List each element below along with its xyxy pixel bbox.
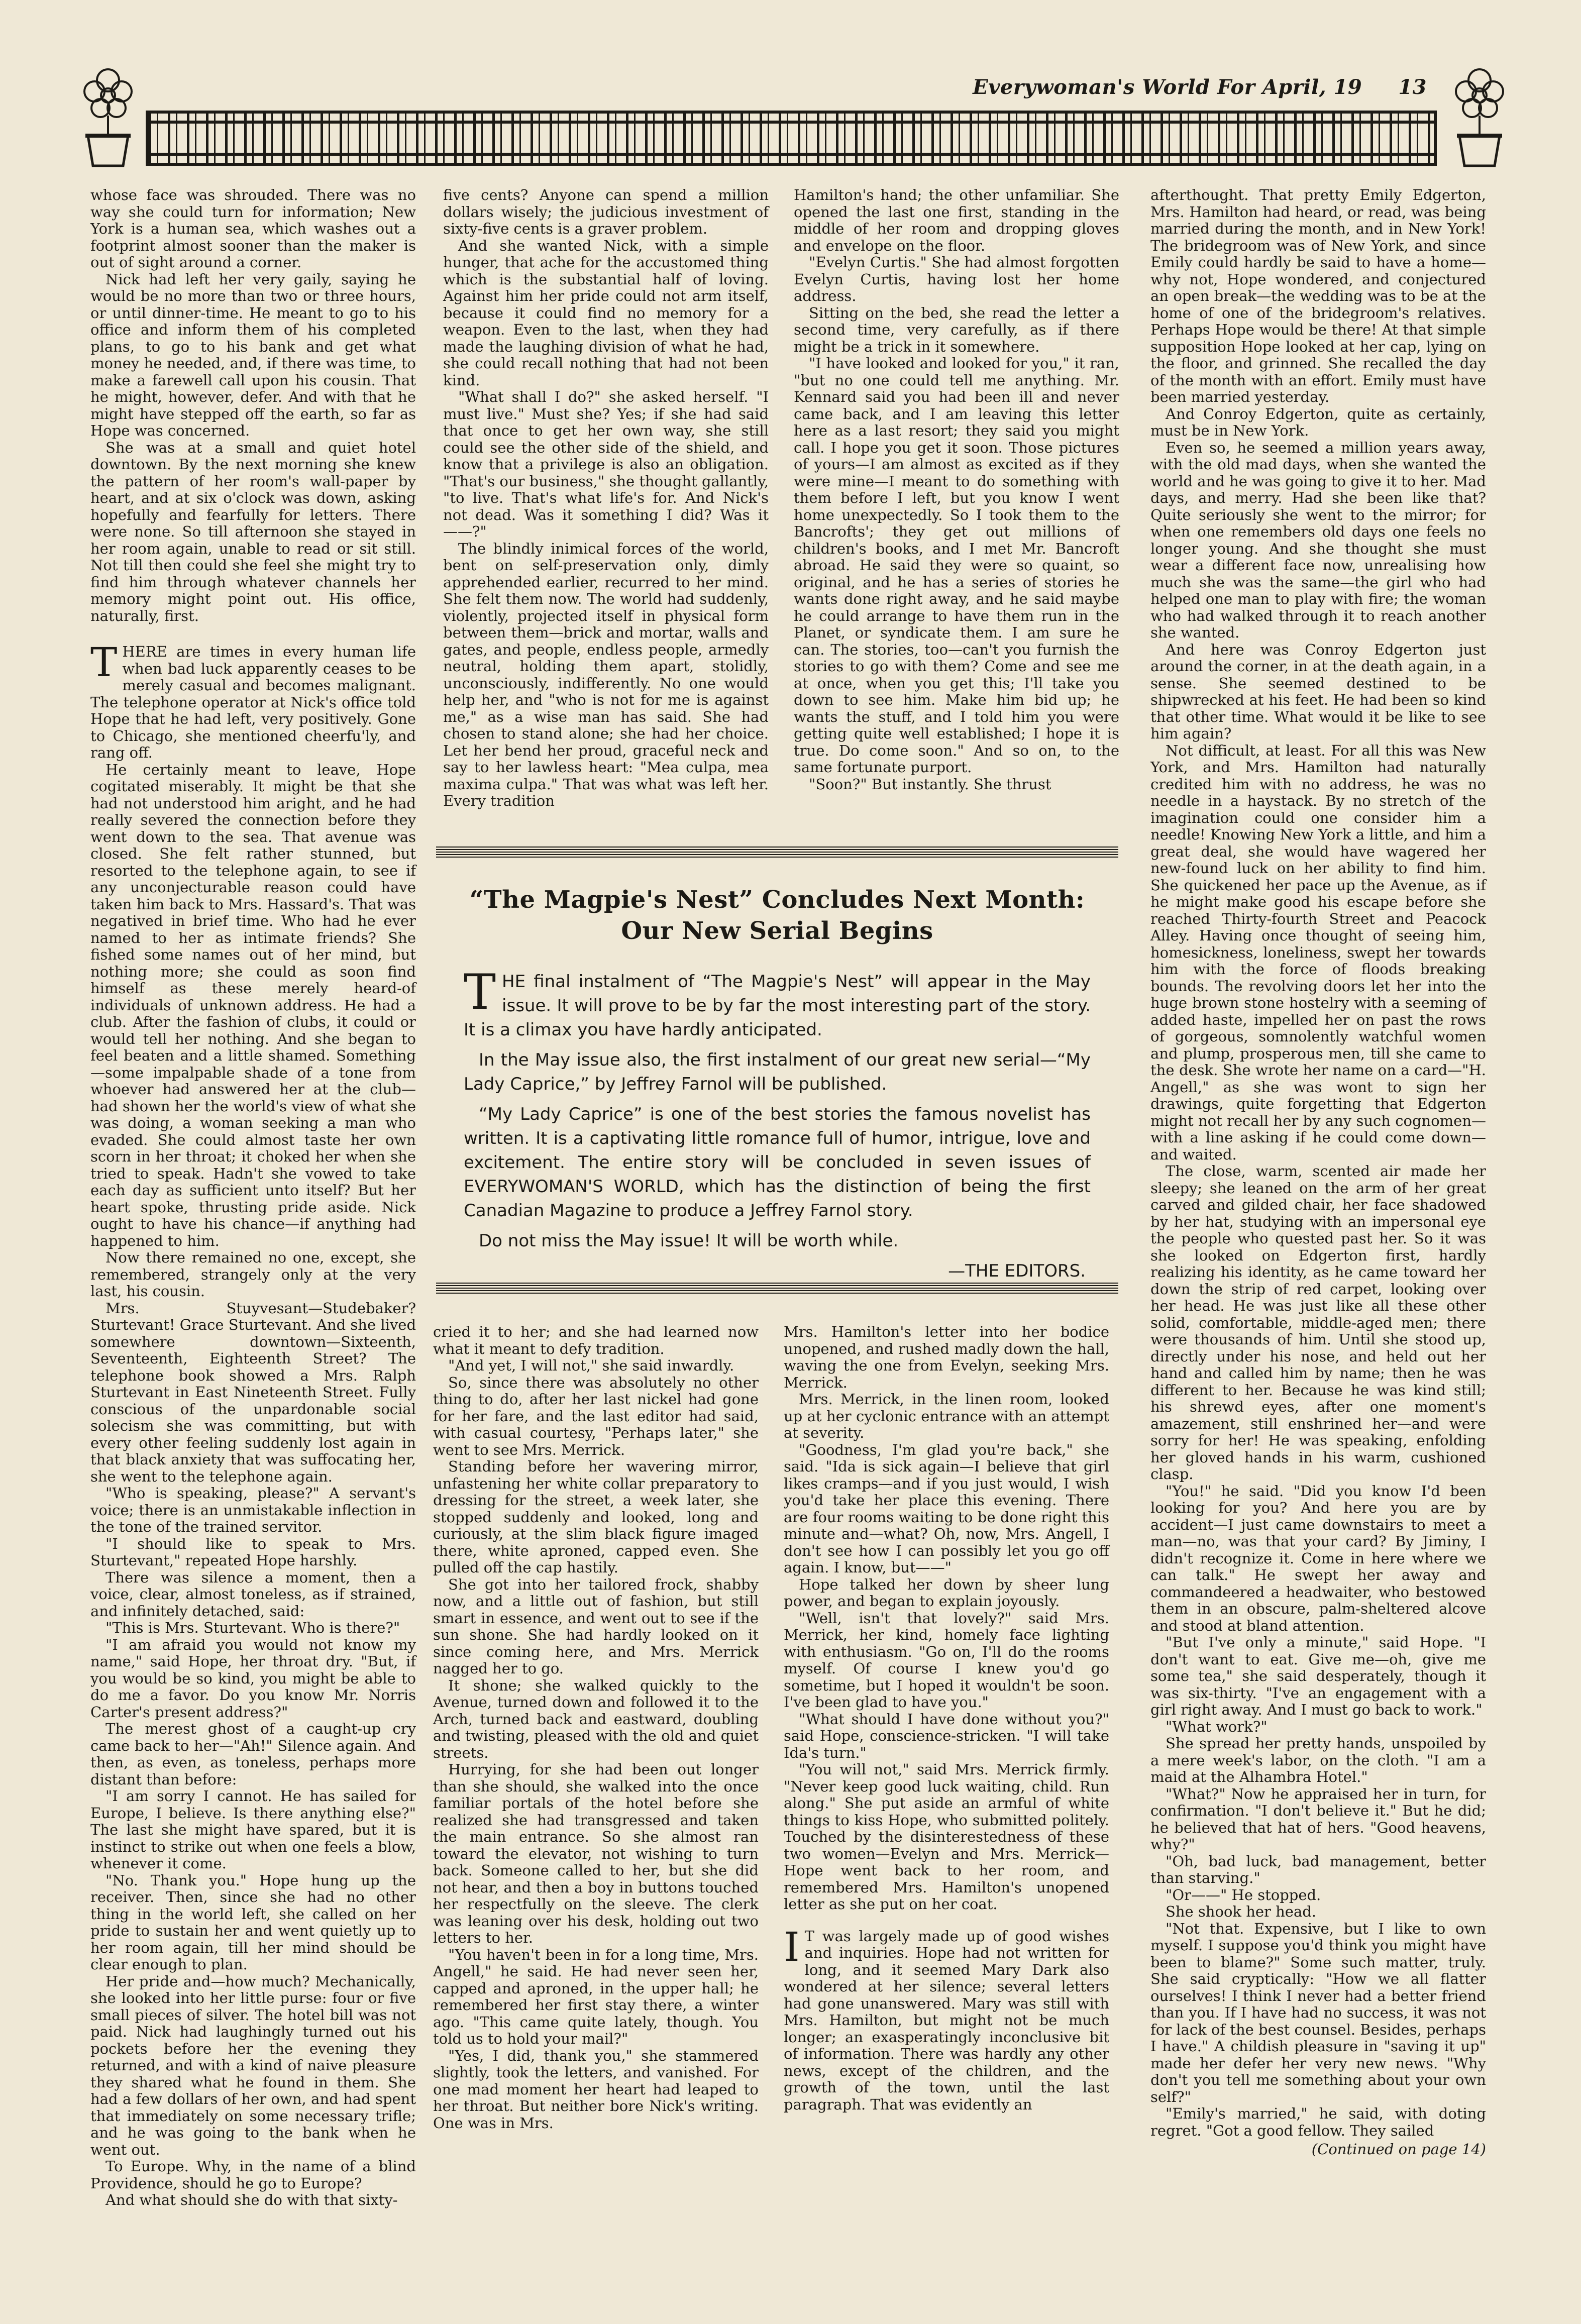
paragraph: She got into her tailored frock, shabby now, and a little out of fashion, but still smart in essence, and went out to see if the sun shone. She had hardly looked on it since coming here, and Mrs. Merrick nagged her to go. (433, 1575, 759, 1677)
paragraph: She shook her head. (1166, 1903, 1317, 1920)
potted-plant-icon (1447, 60, 1512, 171)
paragraph: Sitting on the bed, she read the letter a second time, very carefully, as if there might be a trick in it somewhere. (794, 304, 1119, 355)
paragraph: The close, warm, scented air made her sleepy; she leaned on the arm of her great carved and gilded chair, her face shadowed by her hat, studying with an impersonal eye the people who quested past her. So it was she looked on Edgerton first, hardly realizing his identity, as he came toward her down the strip of red carpet, looking over her head. He was just like all these other solid, comfortable, middle-aged men; there were thousands of him. Until she stood up, directly under his nose, and held out her hand and called him by name; then he was different to her. Because he was kind still; his shrewd eyes, after one moment's amazement, still enshrined her—and were sorry for her! He was speaking, enfolding her gloved hands in his warm, cushioned clasp. (1150, 1163, 1486, 1483)
paragraph: Mrs. Merrick, in the linen room, looked up at her cyclonic entrance with an attempt at severity. (784, 1391, 1109, 1441)
editors-notice-box (436, 836, 1118, 1304)
paragraph: "What shall I do?" she asked herself. "I must live." Must she? Yes; if she had said that once to get her own way, she still could see the other side of the shield, and know that a privilege is also an obligation. "That's our business," she thought gallantly, "to live. That's what life's for. And Nick's not dead. Was it something I did? Was it——?" (443, 388, 769, 540)
rule-divider (436, 847, 1118, 858)
paragraph: Standing before her wavering mirror, unfastening her white collar preparatory to dressing for the street, a week later, she stopped suddenly and looked, long and curiously, at the slim black figure imaged there, white aproned, capped even. She pulled off the cap hastily. (433, 1458, 759, 1576)
continued-note: (Continued on page 14) (1311, 2141, 1486, 2158)
paragraph: Nick had left her very gaily, saying he would be no more than two or three hours, or until dinner-time. He meant to go to his office and inform them of his completed plans, to go to his bank and get what money he needed, and, if there was time, to make a farewell call upon his cousin. That he might, however, defer. And with that he might have stepped off the earth, so far as Hope was concerned. (90, 270, 416, 439)
paragraph: "I should like to speak to Mrs. Sturtevant," repeated Hope harshly. (90, 1535, 416, 1569)
paragraph: "What work?" (1166, 1718, 1268, 1735)
notice-paragraph (464, 964, 1091, 1042)
paragraph: "Yes, I did, thank you," she stammered slightly, took the letters, and vanished. For one mad moment her heart had leaped to her throat. But neither bore Nick's writing. One was in Mrs. (433, 2047, 759, 2132)
running-head (973, 75, 1427, 99)
column-1 (90, 187, 416, 2209)
notice-body (464, 964, 1091, 1289)
paragraph: "What?" Now he appraised her in turn, for confirmation. "I don't believe it." But he did; he believed that hat of hers. "Good heavens, why?" (1150, 1785, 1486, 1853)
paragraph: Not difficult, at least. For all this was New York, and Mrs. Hamilton had naturally credited him with no address, he was no needle in a haystack. By no stretch of the imagination could one consider him a needle! Knowing New York a little, and him a great deal, she would have wagered her new-found luck on her ability to find him. She quickened her pace up the Avenue, as if he might make good his escape before she reached Thirty-fourth Street and Peacock Alley. Having once thought of seeing him, homesickness, loneliness, swept her towards him with the force of floods breaking bounds. The revolving doors let her into the huge brown stone hostelry with a seeming of added haste, impelled her on past the rows of gorgeous, somnolently watchful women and plump, prosperous men, till she came to the desk. She wrote her name on a card—"H. Angell," as she was wont to sign her drawings, quite forgetting that Edgerton might not recall her by any such cognomen—with a line asking if he could come down—and waited. (1150, 742, 1486, 1163)
paragraph: "I am afraid you would not know my name," said Hope, her throat dry. "But, if you would be so kind, you might be able to do me a favor. Do you know Mr. Norris Carter's present address?" (90, 1636, 416, 1721)
paragraph: Mrs. Hamilton's letter into her bodice unopened, and rushed madly down the hall, waving the one from Evelyn, seeking Mrs. Merrick. (784, 1323, 1109, 1391)
paragraph: Even so, he seemed a million years away, with the old mad days, when she wanted the world and he was going to give it to her. Mad days, and merry. Had she been like that? Quite seriously she went to the mirror; for when one remembers old days one feels no longer young. And she thought she must wear a different face now, unrealising how much she was the same—the girl who had helped one man to play with fire; the woman who had walked through it to reach another she wanted. (1150, 439, 1486, 641)
page-header (75, 55, 1512, 171)
column-4 (1150, 187, 1486, 2158)
paragraph: She was at a small and quiet hotel downtown. By the next morning she knew the pattern of her room's wall-paper by heart, and at six o'clock was down, asking hopefully and fearfully for letters. There were none. So till afternoon she stayed in her room again, unable to read or sit still. Not till then could she feel she might try to find him through whatever channels her memory might point out. His office, naturally, first. (90, 439, 416, 624)
decorative-border-band (146, 111, 1437, 166)
paragraph: He certainly meant to leave, Hope cogitated miserably. It might be that she had not understood him aright, and he had really severed the connection before they went down to the sea. That avenue was closed. She felt rather stunned, but resorted to the telephone again, to see if any unconjecturable reason could have taken him back to Mrs. Hassard's. That was negatived in brief time. Who had he ever named to her as intimate friends? She fished some names out of her mind, but nothing more; she could as soon find himself as these merely heard-of individuals of unknown address. He had a club. After the fashion of clubs, it could or would tell her nothing. And she began to feel beaten and a little shamed. Something—some impalpable shade of a tone from whoever had answered her at the club—had shown her the world's view of what she was doing, a woman seeking a man who evaded. She could almost taste her own scorn in her throat; it choked her when she tried to speak. Hadn't she vowed to take each day as sufficient unto itself? But her heart spoke, thrusting pride aside. Nick ought to have his chance—if anything had happened to him. (90, 761, 416, 1249)
paragraph: Hope talked her down by sheer lung power, and began to explain joyously. (784, 1575, 1109, 1610)
paragraph: She spread her pretty hands, unspoiled by a mere week's labor, on the cloth. "I am a maid at the Alhambra Hotel." (1150, 1735, 1486, 1785)
column-3-top (794, 187, 1119, 793)
column-3-bottom (784, 1324, 1109, 2113)
notice-paragraph: In the May issue also, the first instalment of our great new serial—“My Lady Caprice,” by Jeffrey Farnol will be published. (464, 1050, 1091, 1094)
paragraph: "Soon?" But instantly. She thrust (809, 775, 1051, 793)
drop-cap: T (464, 964, 496, 1020)
drop-cap: T (90, 639, 118, 686)
paragraph: "Well, isn't that lovely?" said Mrs. Merrick, her kind, homely face lighting with enthusiasm. "Go on, I'll do the rooms myself. Of course I knew you'd go sometime, but I hoped it wouldn't be soon. I've been glad to have you." (784, 1609, 1109, 1711)
paragraph: "No. Thank you." Hope hung up the receiver. Then, since she had no other thing in the world left, she called on her pride to sustain her and went quietly up to her room again, till her mind should be clear enough to plan. (90, 1871, 416, 1973)
paragraph: "Goodness, I'm glad you're back," she said. "Ida is sick again—I believe that girl likes cramps—and if you just would, I wish you'd take her place this evening. There are four rooms waiting to be done right this minute and—what? Oh, now, Mrs. Angell, I don't see how I can possibly let you go off again. I know, but——" (784, 1441, 1109, 1576)
paragraph: "But I've only a minute," said Hope. "I don't want to eat. Give me—oh, give me some tea," she said desperately, though it was six-thirty. "I've an engagement with a girl right away. And I must go back to work." (1150, 1634, 1486, 1718)
drop-cap: I (784, 1923, 800, 1970)
paragraph: "Who is speaking, please?" A servant's voice; there is an unmistakable inflection in the tone of the trained servitor. (90, 1485, 416, 1535)
paragraph: whose face was shrouded. There was no way she could turn for information; New York is a human sea, which washes out a footprint almost sooner than the maker is out of sight around a corner. (90, 186, 416, 271)
paragraph: "You!" he said. "Did you know I'd been looking for you? And here you are by accident—I just came downstairs to meet a man—no, was that your card? By Jiminy, I didn't recognize it. Come in here where we can talk." He swept her away and commandeered a headwaiter, who bestowed them in an obscure, palm-sheltered alcove and stood at bland attention. (1150, 1482, 1486, 1634)
paragraph: And she wanted Nick, with a simple hunger, that ache for the accustomed thing which is the substantial half of loving. Against him her pride could not arm itself, because it could find no memory for a weapon. Even to the last, when they had made the laughing division of what he had, she could recall nothing that had not been kind. (443, 237, 769, 389)
paragraph: Mrs. Stuyvesant—Studebaker? Sturtevant! Grace Sturtevant. And she lived somewhere downtown—Sixteenth, Seventeenth, Eighteenth Street? The telephone book showed a Mrs. Ralph Sturtevant in East Nineteenth Street. Fully conscious of the unpardonable social solecism she was committing, but with every other feeling suddenly lost again in that black anxiety that was suffocating her, she went to the telephone again. (90, 1299, 416, 1485)
paragraph: "You will not," said Mrs. Merrick firmly. "Never keep good luck waiting, child. Run along." She put aside an armful of white things to kiss Hope, who submitted politely. Touched by the disinterestedness of these two women—Evelyn and Mrs. Merrick—Hope went back to her room, and remembered Mrs. Hamilton's unopened letter as she put on her coat. (784, 1761, 1109, 1913)
paragraph: "You haven't been in for a long time, Mrs. Angell," he said. He had never seen her, capped and aproned, in the upper hall; he remembered her first stay there, a winter ago. "This came quite lately, though. You told us to hold your mail?" (433, 1946, 759, 2047)
paragraph: "I have looked and looked for you," it ran, "but no one could tell me anything. Mr. Kennard said you had been ill and never came back, and I am leaving this letter here as a last resort; they said you might call. I hope you get it soon. Those pictures of yours—I am almost as excited as if they were mine—I meant to do something with them before I left, but you know I went home unexpectedly. So I took them to the Bancrofts'; they get out millions of children's books, and I met Mr. Bancroft abroad. He said they were so quaint, so original, and he has a series of stories he wants done right away, and he said maybe he could arrange to have them run in the Planet, or syndicate them. I am sure he can. The stories, too—can't you furnish the stories to go with them? Come and see me at once, when you get this; I'll take you down to see him. Make him bid up; he wants the stuff, and I told him you were getting quite well established; I hope it is true. Do come soon." And so on, to the same fortunate purport. (794, 355, 1119, 776)
notice-title-line: Our New Serial Begins (621, 917, 933, 945)
paragraph: "What should I have done without you?" said Hope, conscience-stricken. "I will take Ida's turn." (784, 1710, 1109, 1761)
paragraph: The merest ghost of a caught-up cry came back to her—"Ah!" Silence again. And then, as even, as toneless, perhaps more distant than before: (90, 1720, 416, 1788)
paragraph: So, since there was absolutely no other thing to do, after her last nickel had gone for her fare, and the last editor had said, with casual courtesy, "Perhaps later," she went to see Mrs. Merrick. (433, 1374, 759, 1458)
page-number: 13 (1398, 75, 1427, 99)
paragraph: Hamilton's hand; the other unfamiliar. She opened the last one first, standing in the middle of her room and dropping gloves and envelope on the floor. (794, 186, 1119, 254)
paragraph: Her pride and—how much? Mechanically, she looked into her little purse: four or five small pieces of silver. The hotel bill was not paid. Nick had laughingly turned out his pockets before her the evening they returned, and with a kind of naive pleasure they shared what he found in them. She had a few dollars of her own, and had spent that immediately on some necessary trifle; and he was going to the bank when he went out. (90, 1972, 416, 2158)
paragraph-text: T was largely made up of good wishes and inquiries. Hope had not written for long, and it seemed Mary Dark also wondered at her silence; several letters had gone unanswered. Mary was still with Mrs. Hamilton, but might not be much longer; an exasperatingly inconclusive bit of information. There was hardly any other news, except of the children, and the growth of the town, until the last paragraph. That was evidently an (784, 1927, 1109, 2113)
paragraph: The blindly inimical forces of the world, bent on self-preservation only, dimly apprehended earlier, recurred to her mind. She felt them now. The world had suddenly, violently, projected itself in physical form between them—brick and mortar, walls and gates, and people, endless people, armedly neutral, holding them apart, stolidly, unconsciously, indifferently. No one would help her, and "who is not for me is against me," as a wise man has said. She had chosen to stand alone; she had her choice. Let her bend her proud, graceful neck and say to her lawless heart: "Mea culpa, mea maxima culpa." That was what was left her. Every tradition (443, 540, 769, 809)
paragraph: "Oh, bad luck, bad management, better than starving." (1150, 1852, 1486, 1886)
paragraph: Now there remained no one, except, she remembered, strangely only at the very last, his cousin. (90, 1249, 416, 1300)
paragraph: And here was Conroy Edgerton just around the corner, in at the death again, in a sense. She seemed destined to be shipwrecked at his feet. He had been so kind that other time. What would it be like to see him again? (1150, 641, 1486, 742)
paragraph: Hurrying, for she had been out longer than she should, she walked into the once familiar portals of the hotel before she realized she had transgressed and taken the main entrance. So she almost ran toward the elevator, not wishing to turn back. Someone called to her, but she did not hear, and then a boy in buttons touched her respectfully on the sleeve. The clerk was leaning over his desk, holding out two letters to her. (433, 1761, 759, 1946)
notice-signature: —THE EDITORS. (948, 1261, 1086, 1281)
rule-divider (436, 1283, 1118, 1294)
paragraph: "I am sorry I cannot. He has sailed for Europe, I believe. Is there anything else?" The last she might have spared, but it is instinct to strike out when one feels a blow, whenever it come. (90, 1787, 416, 1872)
paragraph: And what should she do with that sixty- (106, 2191, 398, 2208)
paragraph: "Or——" He stopped. (1166, 1886, 1321, 1904)
column-2-top (443, 187, 769, 810)
paragraph: "This is Mrs. Sturtevant. Who is there?" (106, 1619, 400, 1636)
notice-paragraph: Do not miss the May issue! It will be worth while. (479, 1231, 899, 1251)
paragraph: five cents? Anyone can spend a million dollars wisely; the judicious investment of sixty-five cents is a graver problem. (443, 186, 769, 237)
notice-title-line: “The Magpie's Nest” Concludes Next Month: (469, 886, 1085, 914)
column-2-bottom (433, 1324, 759, 2132)
paragraph: cried it to her; and she had learned now what it meant to defy tradition. (433, 1323, 759, 1357)
paragraph: There was silence a moment, then a voice, clear, almost toneless, as if strained, and infinitely detached, said: (90, 1568, 416, 1620)
notice-title (436, 884, 1118, 946)
paragraph: It shone; she walked quickly to the Avenue, turned down and followed it to the Arch, turned back and eastward, doubling and twisting, pleased with the old and quiet streets. (433, 1676, 759, 1761)
paragraph: "Emily's married," he said, with doting regret. "Got a good fellow. They sailed (1150, 2105, 1486, 2139)
paragraph (90, 639, 416, 762)
paragraph (784, 1923, 1109, 2114)
paragraph: "Evelyn Curtis." She had almost forgotten Evelyn Curtis, having lost her home address. (794, 254, 1119, 304)
paragraph: afterthought. That pretty Emily Edgerton, Mrs. Hamilton had heard, or read, was being married during the month, and in New York! The bridegroom was of New York, and since Emily could hardly be said to have a home—why not, Hope wondered, and conjectured an open break—the wedding was to be at the home of one of the bridegroom's relatives. Perhaps Hope would be there! At that simple supposition Hope looked at her cap, lying on the floor, and grinned. She recalled the day of the month with an effort. Emily must have been married yesterday. (1150, 186, 1486, 405)
paragraph-text: HERE are times in every human life when bad luck apparently ceases to be merely casual and becomes malignant. The telephone operator at Nick's office told Hope that he had left, very positively. Gone to Chicago, she mentioned cheerfu'ly, and rang off. (90, 643, 416, 761)
notice-paragraph-text: HE final instalment of “The Magpie's Nest” will appear in the May issue. It will prove to be by far the most interesting part of the story. It is a climax you have hardly anticipated. (464, 972, 1091, 1040)
paragraph: To Europe. Why, in the name of a blind Providence, should he go to Europe? (90, 2158, 416, 2192)
notice-paragraph: “My Lady Caprice” is one of the best stories the famous novelist has written. It is a captivating little romance full of humor, intrigue, love and excitement. The entire story will be concluded in seven issues of EVERYWOMAN'S WORLD, which has the distinction of being the first Canadian Magazine to produce a Jeffrey Farnol story. (464, 1104, 1091, 1221)
potted-plant-icon (75, 60, 141, 171)
paragraph: "Not that. Expensive, but I like to own myself. I suppose you'd think you might have been to blame?" Some such matter, truly. She said cryptically: "How we all flatter ourselves! I think I never had a better friend than you. If I have had no success, it was not for lack of the best counsel. Besides, perhaps I have." A childish pleasure in "saving it up" made her defer her very new news. "Why don't you tell me something about your own self?" (1150, 1920, 1486, 2105)
paragraph: "And yet, I will not," she said inwardly. (448, 1357, 734, 1374)
running-head-title: Everywoman's World For April, 19 (973, 75, 1362, 99)
paragraph: And Conroy Edgerton, quite as certainly, must be in New York. (1150, 405, 1486, 439)
